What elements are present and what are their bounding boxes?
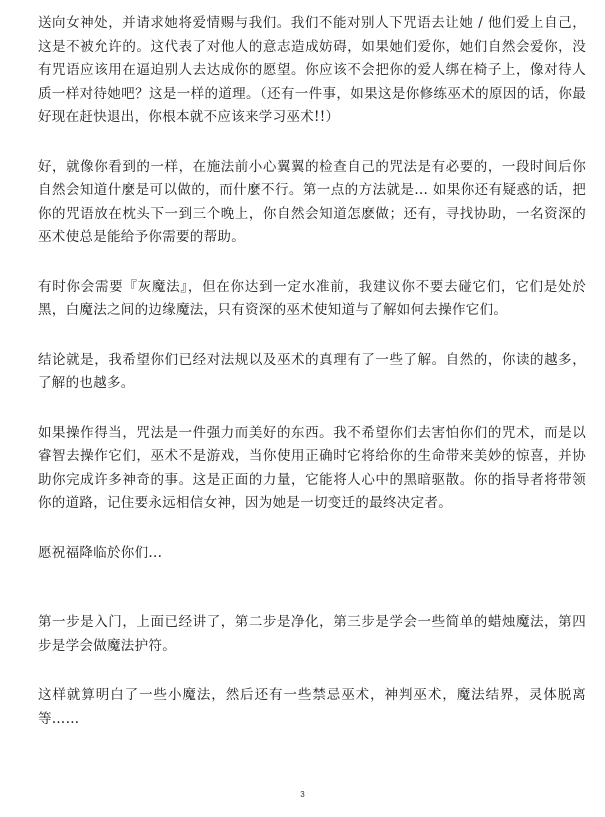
paragraph-conclusion: 结论就是，我希望你们已经对法规以及巫术的真理有了一些了解。自然的，你读的越多，了解的也越多。	[38, 351, 586, 391]
paragraph-blessing: 愿祝福降临於你们...	[38, 544, 163, 561]
paragraph-check-spells: 好，就像你看到的一样，在施法前小心翼翼的检查自己的咒法是有必要的，一段时间后你自然会知道什麼是可以做的，而什麼不行。第一点的方法就是... 如果你还有疑惑的话，把你的咒语放在枕头下一到三个晚上，你自然会知道怎麽做；还有，寻找协助，一名资深的巫术使总是能给予你需要的帮助。	[38, 158, 586, 245]
paragraph-advanced-magic: 这样就算明白了一些小魔法，然后还有一些禁忌巫术，神判巫术，魔法结界，灵体脱离等……	[38, 687, 586, 727]
paragraph-love-spell-ethics: 送向女神处，并请求她将爱情赐与我们。我们不能对别人下咒语去让她 / 他们爱上自己，这是不被允许的。这代表了对他人的意志造成妨碍，如果她们爱你，她们自然会爱你，没有咒语应该用在逼迫别人去达成你的愿望。你应该不会把你的爱人绑在椅子上，像对待人质一样对待她吧？这是一样的道理。（还有一件事，如果这是你修练巫术的原因的话，你最好现在赶快退出，你根本就不应该来学习巫术!!）	[38, 15, 586, 125]
document-body	[38, 12, 586, 757]
page-number: 3	[300, 790, 305, 799]
paragraph-spell-power: 如果操作得当，咒法是一件强力而美好的东西。我不希望你们去害怕你们的咒术，而是以睿智去操作它们，巫术不是游戏，当你使用正确时它将给你的生命带来美妙的惊喜，并协助你完成许多神奇的事。这是正面的力量，它能将人心中的黑暗驱散。你的指导者将带领你的道路，记住要永远相信女神，因为她是一切变迁的最终决定者。	[38, 424, 586, 511]
paragraph-grey-magic: 有时你会需要『灰魔法』，但在你达到一定水准前，我建议你不要去碰它们，它们是处於黑，白魔法之间的边缘魔法，只有资深的巫术使知道与了解如何去操作它们。	[38, 278, 586, 318]
paragraph-steps: 第一步是入门，上面已经讲了，第二步是净化，第三步是学会一些简单的蜡烛魔法，第四步是学会做魔法护符。	[38, 614, 586, 654]
